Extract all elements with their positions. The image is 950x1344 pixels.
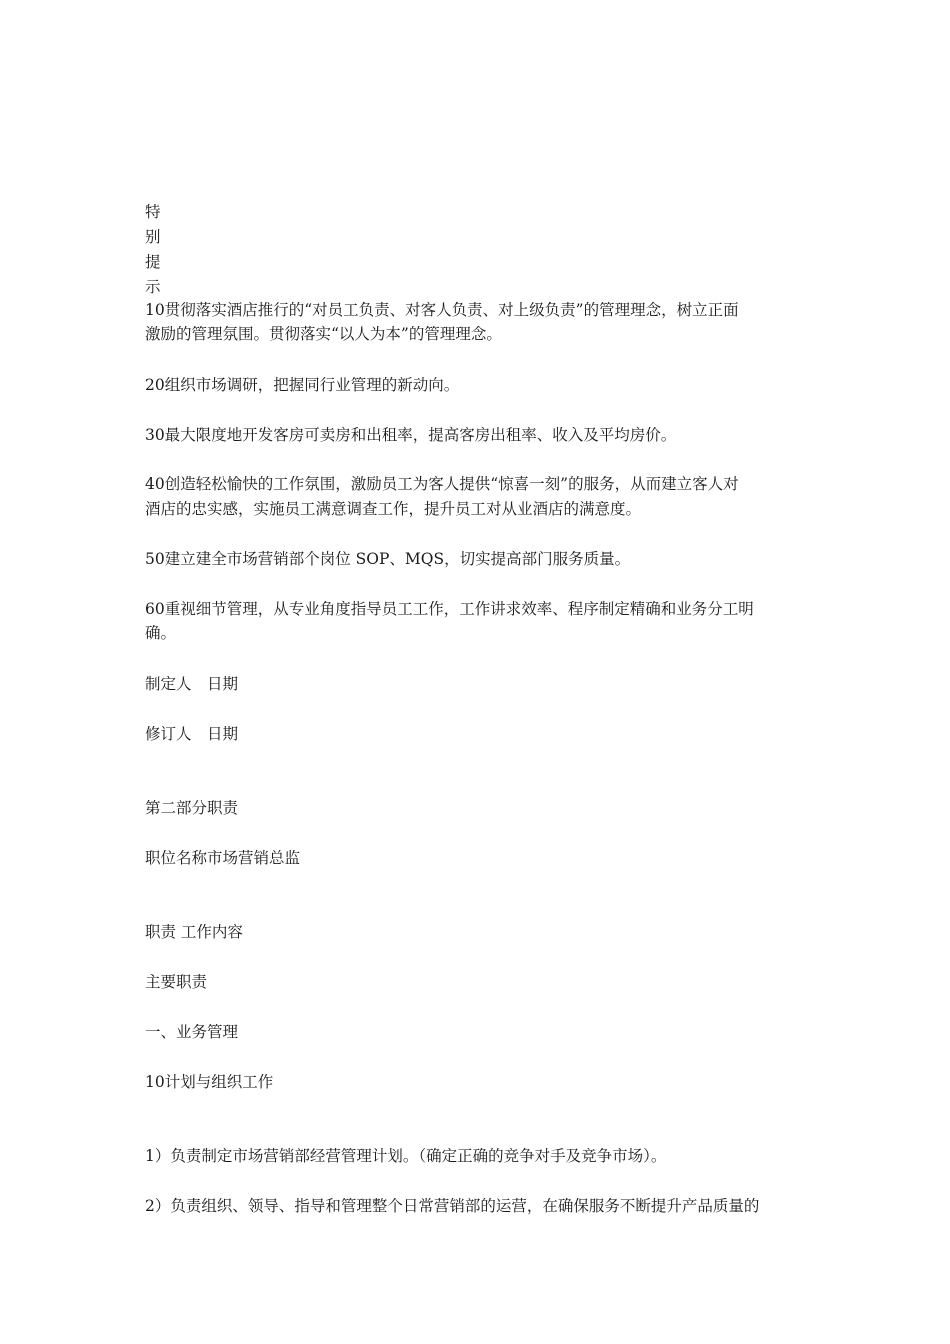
duty-item-2: 2）负责组织、领导、指导和管理整个日常营销部的运营，在确保服务不断提升产品质量的	[145, 1197, 760, 1215]
drafter-date-line: 制定人 日期	[145, 675, 239, 693]
special-note-char: 别	[145, 228, 161, 246]
position-name: 职位名称市场营销总监	[145, 849, 301, 867]
note-item-5: 50建立建全市场营销部个岗位 SOP、MQS，切实提高部门服务质量。	[145, 550, 631, 568]
paragraph-line: 确。	[145, 624, 177, 642]
part-two-title: 第二部分职责	[145, 799, 239, 817]
special-note-char: 示	[145, 278, 161, 296]
duty-table-header: 职责 工作内容	[145, 923, 243, 941]
paragraph-line: 10贯彻落实酒店推行的“对员工负责、对客人负责、对上级负责”的管理理念，树立正面	[145, 301, 739, 319]
special-note-char: 特	[145, 203, 161, 221]
duty-item-1: 1）负责制定市场营销部经营管理计划。（确定正确的竞争对手及竞争市场）。	[145, 1147, 667, 1165]
subsection-heading: 10计划与组织工作	[145, 1073, 274, 1091]
paragraph-line: 酒店的忠实感，实施员工满意调查工作，提升员工对从业酒店的满意度。	[145, 500, 642, 518]
paragraph-line: 60重视细节管理，从专业角度指导员工工作，工作讲求效率、程序制定精确和业务分工明	[145, 600, 754, 618]
note-item-3: 30最大限度地开发客房可卖房和出租率，提高客房出租率、收入及平均房价。	[145, 426, 677, 444]
note-item-2: 20组织市场调研，把握同行业管理的新动向。	[145, 376, 460, 394]
section-one-heading: 一、业务管理	[145, 1023, 239, 1041]
paragraph-line: 激励的管理氛围。贯彻落实“以人为本”的管理理念。	[145, 325, 502, 343]
reviser-date-line: 修订人 日期	[145, 725, 239, 743]
special-note-char: 提	[145, 253, 161, 271]
paragraph-line: 40创造轻松愉快的工作氛围，激励员工为客人提供“惊喜一刻”的服务，从而建立客人对	[145, 475, 739, 493]
main-duties-heading: 主要职责	[145, 973, 208, 991]
